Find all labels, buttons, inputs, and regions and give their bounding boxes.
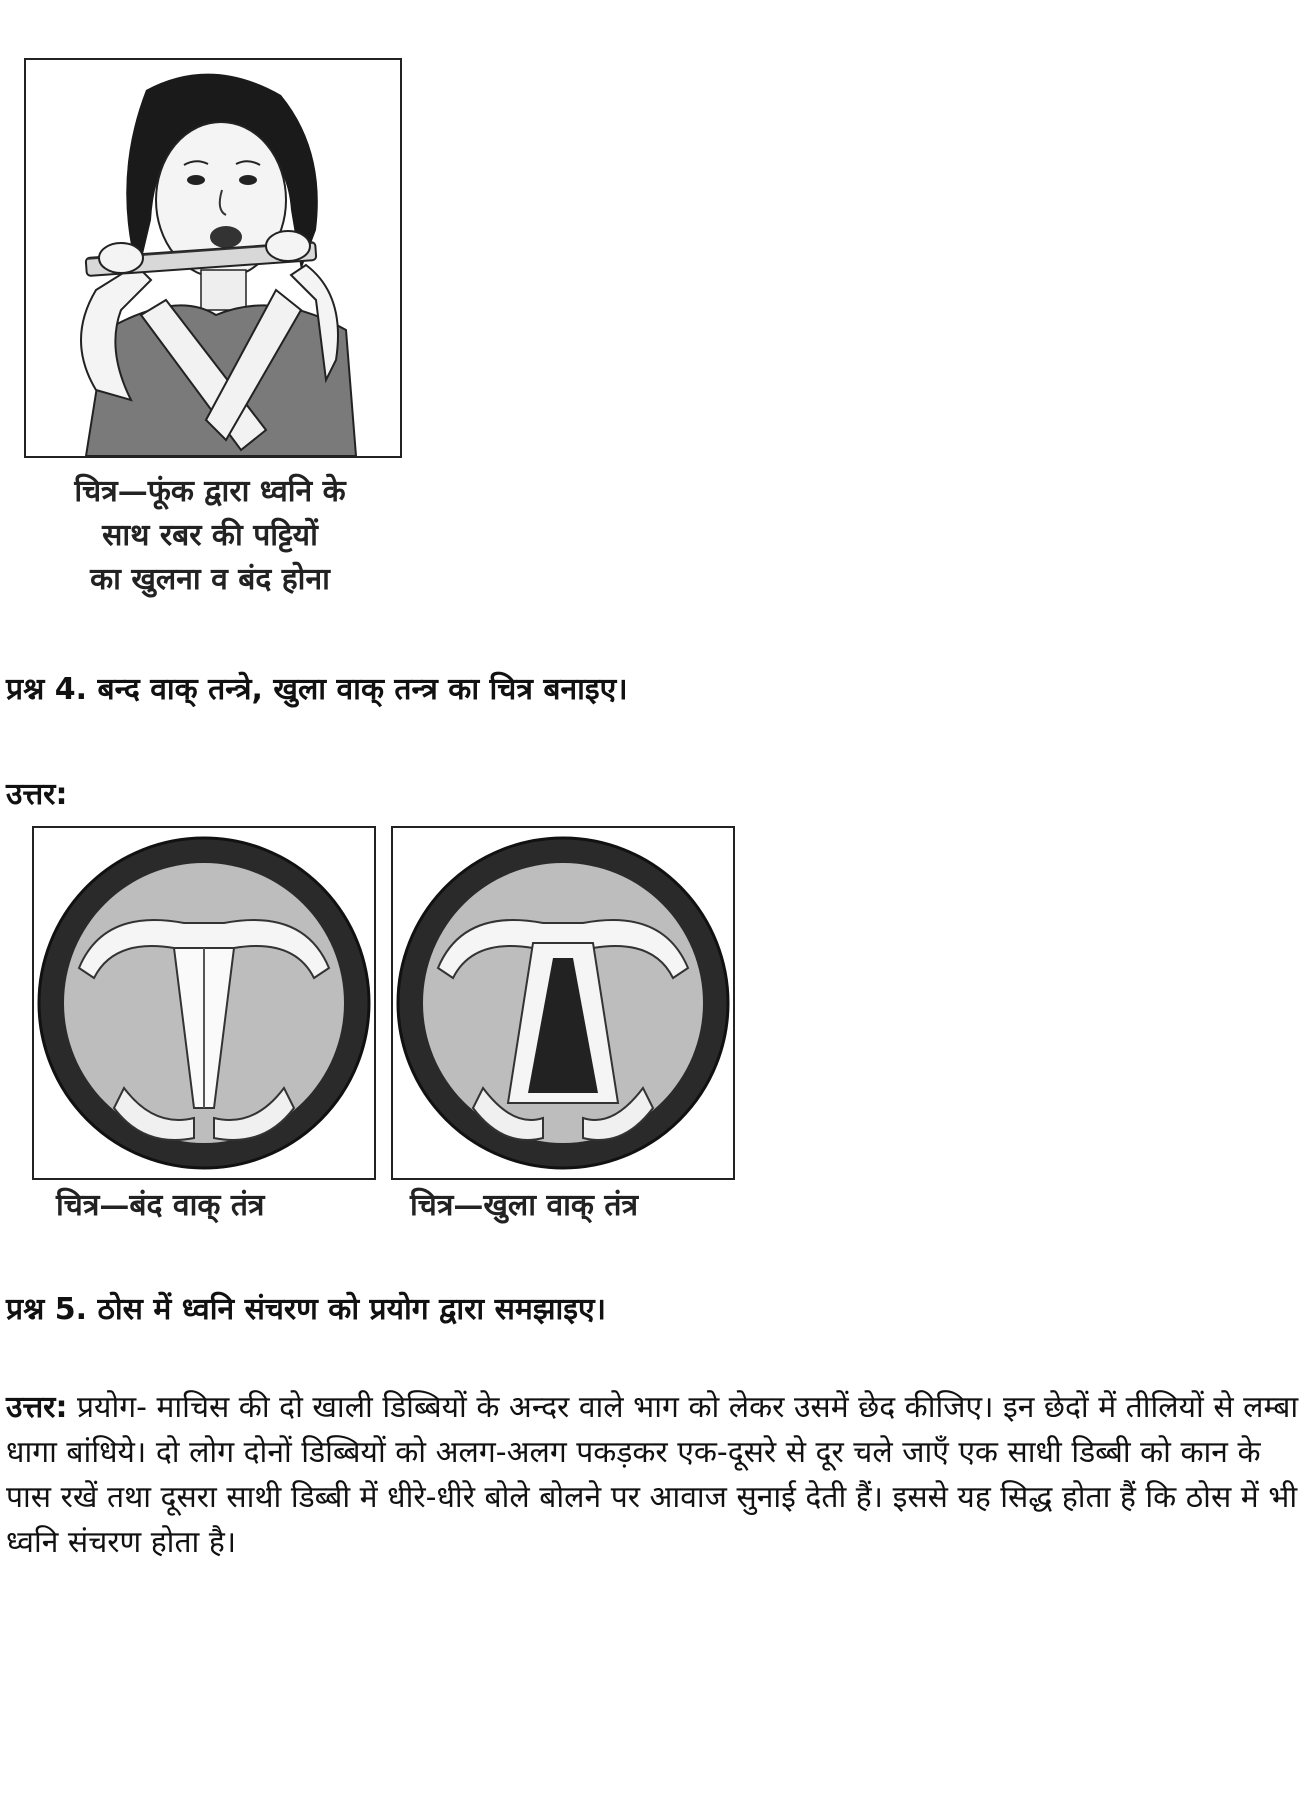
open-vocal-cords-illustration: [391, 826, 735, 1180]
open-vocal-cords-caption: चित्र—खुला वाक् तंत्र: [410, 1188, 639, 1223]
caption-line: का खुलना व बंद होना: [90, 562, 330, 597]
figure1-caption: [10, 470, 410, 602]
answer-4-label: उत्तर:: [6, 777, 68, 812]
open-vocal-cords-drawing: [393, 828, 733, 1178]
closed-vocal-cords-illustration: [32, 826, 376, 1180]
caption-line: चित्र—फूंक द्वारा ध्वनि के: [74, 474, 346, 509]
closed-vocal-cords-drawing: [34, 828, 374, 1178]
question-5: प्रश्न 5. ठोस में ध्वनि संचरण को प्रयोग द्वारा समझाइए।: [6, 1292, 606, 1327]
caption-line: साथ रबर की पट्टियों: [102, 518, 318, 553]
answer-5-text: प्रयोग- माचिस की दो खाली डिब्बियों के अन्दर वाले भाग को लेकर उसमें छेद कीजिए। इन छेदों में तीलियों से लम्बा धागा बांधिये। दो लोग दोनों डिब्बियों को अलग-अलग पकड़कर एक-दूसरे से दूर चले जाएँ एक साधी डिब्बी को कान के पास रखें तथा दूसरा साथी डिब्बी में धीरे-धीरे बोले बोलने पर आवाज सुनाई देती हैं। इससे यह सिद्ध होता हैं कि ठोस में भी ध्वनि संचरण होता है।: [6, 1390, 1299, 1560]
answer-5-label: उत्तर:: [6, 1390, 68, 1425]
closed-vocal-cords-caption: चित्र—बंद वाक् तंत्र: [56, 1188, 265, 1223]
girl-blowing-illustration: [24, 58, 402, 458]
girl-drawing: [26, 60, 400, 456]
answer-5: [6, 1385, 1301, 1565]
question-4: प्रश्न 4. बन्द वाक् तन्त्रे, खुला वाक् तन्त्र का चित्र बनाइए।: [6, 672, 628, 707]
